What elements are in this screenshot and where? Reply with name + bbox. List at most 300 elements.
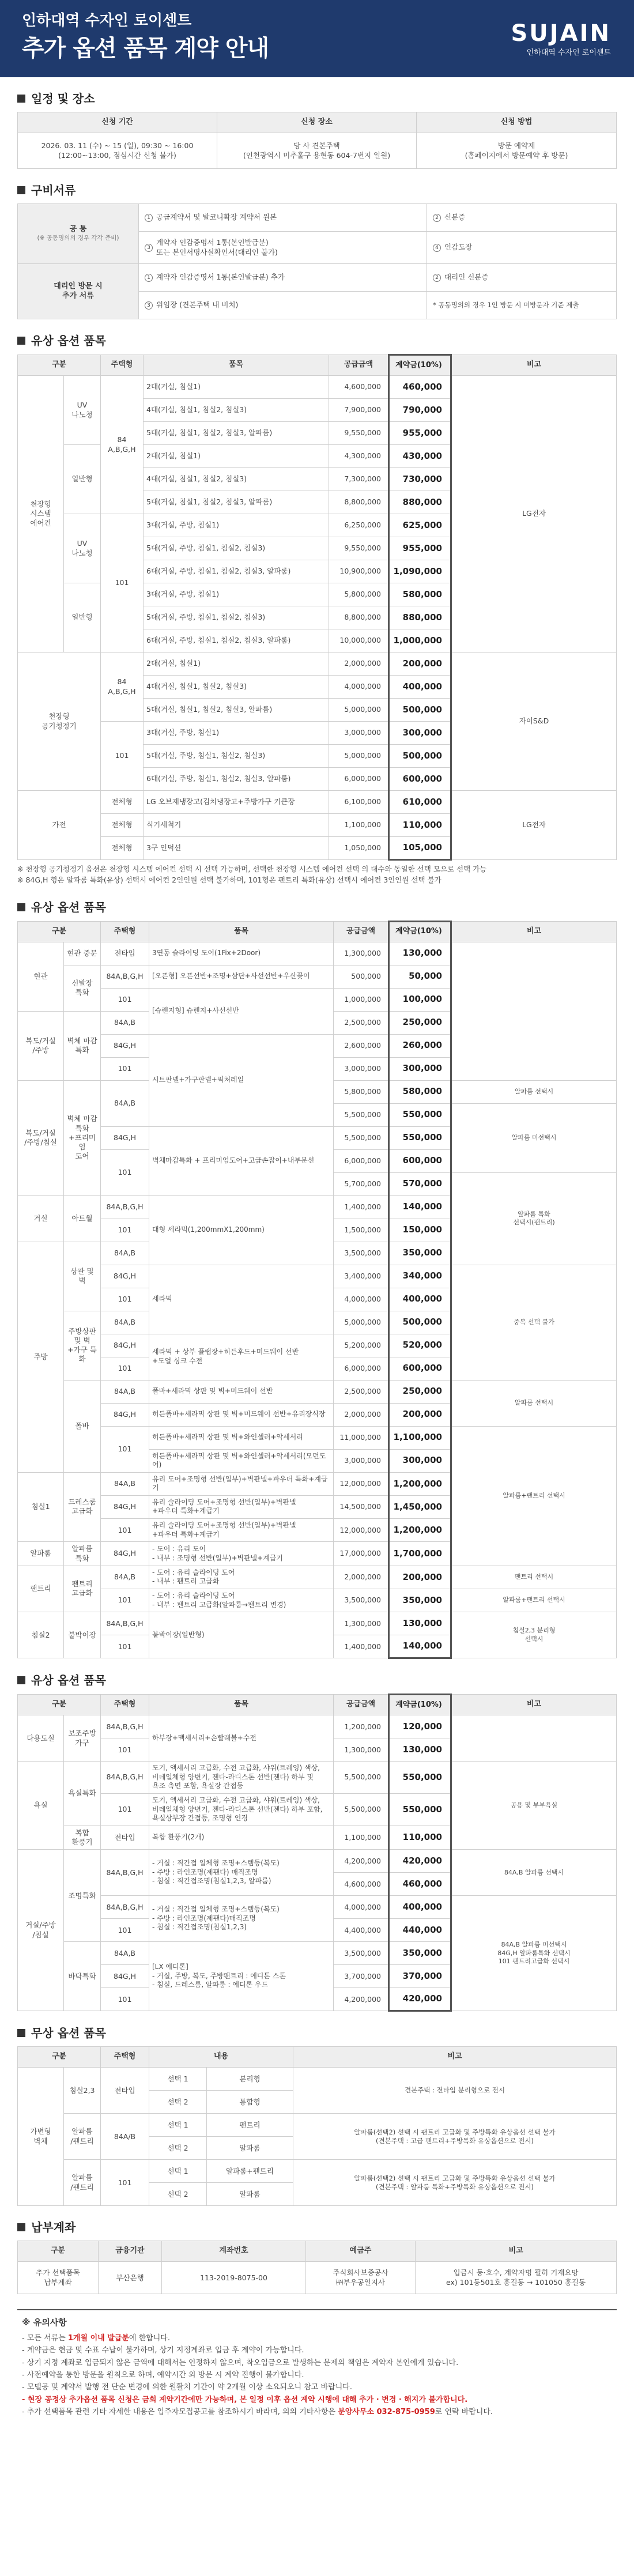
choice-cell: 선택 2 bbox=[149, 2183, 207, 2206]
number-2-icon: 2 bbox=[433, 274, 441, 282]
type-cell: 84A,B,G,H bbox=[101, 1762, 149, 1794]
table-row bbox=[18, 942, 617, 965]
square-bullet-icon bbox=[17, 337, 25, 345]
notice-text: - 모든 서류는 bbox=[22, 2333, 68, 2343]
header-cell: 비고 bbox=[451, 1695, 617, 1715]
deposit-cell: 250,000 bbox=[389, 1011, 451, 1034]
item-cell: [LX 에디톤] - 거실, 주방, 복도, 주방팬트리 : 에디톤 스톤 - 침실, 드레스룸, 알파룸 : 에디톤 우드 bbox=[149, 1942, 334, 2011]
choice-cell: 선택 1 bbox=[149, 2114, 207, 2137]
type-cell: 101 bbox=[101, 1426, 149, 1472]
item-cell: 3구 인덕션 bbox=[144, 837, 329, 860]
deposit-cell: 1,000,000 bbox=[389, 629, 451, 653]
item-cell: 5대(거실, 침실1, 침실2, 침실3, 알파룸) bbox=[144, 491, 329, 514]
square-bullet-icon bbox=[17, 2029, 25, 2037]
bank-remark: 입금시 동·호수, 계약자명 필히 기재요망 ex) 101동501호 홍길동 → 101050 홍길동 bbox=[416, 2262, 617, 2294]
item-cell: - 도어 : 유리 슬라이딩 도어 - 내부 : 팬트리 고급화 bbox=[149, 1566, 334, 1589]
deposit-cell: 200,000 bbox=[389, 653, 451, 676]
price-cell: 8,800,000 bbox=[329, 606, 389, 629]
deposit-cell: 420,000 bbox=[389, 1988, 451, 2011]
deposit-cell: 260,000 bbox=[389, 1034, 451, 1057]
item-cell: LG 오브제냉장고(김치냉장고+주방가구 키큰장 bbox=[144, 791, 329, 814]
category-cell: 거실/주방 /침실 bbox=[18, 1850, 64, 2011]
type-cell: 101 bbox=[101, 1589, 149, 1612]
type-cell: 84G,H bbox=[101, 1034, 149, 1057]
deposit-cell: 600,000 bbox=[389, 1149, 451, 1172]
deposit-cell: 600,000 bbox=[389, 768, 451, 791]
note-cell: LG전자 bbox=[451, 376, 617, 653]
price-cell: 3,000,000 bbox=[334, 1057, 389, 1080]
deposit-cell: 300,000 bbox=[389, 1057, 451, 1080]
category-cell: 주방 bbox=[18, 1242, 64, 1472]
header-cell: 비고 bbox=[451, 355, 617, 376]
price-cell: 4,000,000 bbox=[334, 1288, 389, 1311]
price-cell: 1,300,000 bbox=[334, 1612, 389, 1635]
category-cell: 다용도실 bbox=[18, 1715, 64, 1762]
item-cell: 히든폴바+세라믹 상판 및 벽+미드웨이 선반+유리장식장 bbox=[149, 1403, 334, 1426]
number-3-icon: 3 bbox=[145, 301, 153, 310]
price-cell: 1,400,000 bbox=[334, 1635, 389, 1658]
page-header bbox=[0, 0, 634, 77]
subcategory-cell: 폴바 bbox=[64, 1380, 101, 1472]
header-cell: 공급금액 bbox=[329, 355, 389, 376]
subcategory-cell: 일반형 bbox=[64, 583, 101, 653]
header-cell: 비고 bbox=[293, 2047, 617, 2068]
type-cell: 전타입 bbox=[101, 942, 149, 965]
doc-note: * 공동명의의 경우 1인 방문 시 미방문자 기준 제출 bbox=[427, 292, 617, 319]
price-cell: 5,000,000 bbox=[329, 745, 389, 768]
subcategory-cell: 복합 환풍기 bbox=[64, 1826, 101, 1850]
type-cell: 101 bbox=[101, 1635, 149, 1658]
doc-item: 3 위임장 (견본주택 내 비치) bbox=[139, 292, 427, 319]
price-cell: 2,000,000 bbox=[334, 1566, 389, 1589]
notice-line bbox=[22, 2344, 612, 2356]
item-cell: 유리 도어+조명형 선반(일부)+벽판넬+파우더 특화+계급기 bbox=[149, 1472, 334, 1495]
table-row bbox=[18, 1566, 617, 1589]
category-cell: 팬트리 bbox=[18, 1566, 64, 1612]
bank-table bbox=[17, 2241, 617, 2294]
paid-option-table-3 bbox=[17, 1694, 617, 2012]
item-cell: 3대(거실, 주방, 침실1) bbox=[144, 514, 329, 537]
deposit-cell: 625,000 bbox=[389, 514, 451, 537]
note-cell: 알파룸 미선택시 bbox=[451, 1103, 617, 1172]
deposit-cell: 300,000 bbox=[389, 1449, 451, 1472]
price-cell: 7,900,000 bbox=[329, 399, 389, 422]
notice-line bbox=[22, 2357, 612, 2369]
deposit-cell: 550,000 bbox=[389, 1762, 451, 1794]
note-cell: 84A,B 알파룸 선택시 bbox=[451, 1850, 617, 1896]
square-bullet-icon bbox=[17, 1676, 25, 1684]
free-option-table-body bbox=[18, 2068, 617, 2206]
subcategory-cell: 현관 중문 bbox=[64, 942, 101, 965]
type-cell: 101 bbox=[101, 988, 149, 1011]
section-title: 구비서류 bbox=[17, 183, 617, 198]
header-cell: 예금주 bbox=[306, 2241, 416, 2262]
free-option-table bbox=[17, 2046, 617, 2206]
deposit-cell: 1,100,000 bbox=[389, 1426, 451, 1449]
item-cell: 2대(거실, 침실1) bbox=[144, 445, 329, 468]
header-cell: 계좌번호 bbox=[162, 2241, 306, 2262]
type-cell: 84A,B,G,H bbox=[101, 1715, 149, 1738]
price-cell: 1,050,000 bbox=[329, 837, 389, 860]
deposit-cell: 550,000 bbox=[389, 1103, 451, 1126]
price-cell: 5,800,000 bbox=[334, 1080, 389, 1103]
period-cell: 2026. 03. 11 (수) ~ 15 (일), 09:30 ~ 16:00 (12:00~13:00, 점심시간 신청 불가) bbox=[18, 133, 217, 169]
paid-option-section-1 bbox=[0, 333, 634, 886]
price-cell: 1,100,000 bbox=[329, 814, 389, 837]
item-cell: 붙박이장(일반형) bbox=[149, 1612, 334, 1658]
docs-section bbox=[0, 183, 634, 319]
price-cell: 7,300,000 bbox=[329, 468, 389, 491]
type-cell: 84G,H bbox=[101, 1265, 149, 1288]
doc-item: 2 신분증 bbox=[427, 204, 617, 232]
price-cell: 2,000,000 bbox=[329, 653, 389, 676]
type-cell: 전체형 bbox=[101, 814, 144, 837]
bank-category: 추가 선택품목 납부계좌 bbox=[18, 2262, 99, 2294]
header-cell: 계약금(10%) bbox=[389, 921, 451, 942]
item-cell: 3대(거실, 주방, 침실1) bbox=[144, 722, 329, 745]
header-cell: 계약금(10%) bbox=[389, 1695, 451, 1715]
price-cell: 17,000,000 bbox=[334, 1542, 389, 1566]
subcategory-cell: 아트월 bbox=[64, 1195, 101, 1242]
table-row bbox=[18, 376, 617, 399]
docs-table bbox=[17, 203, 617, 319]
section-title: 일정 및 장소 bbox=[17, 91, 617, 106]
header-cell: 주택형 bbox=[101, 2047, 149, 2068]
deposit-cell: 110,000 bbox=[389, 814, 451, 837]
item-cell: 2대(거실, 침실1) bbox=[144, 653, 329, 676]
header-cell: 품목 bbox=[144, 355, 329, 376]
header-title: 추가 옵션 품목 계약 안내 bbox=[22, 35, 269, 62]
type-cell: 101 bbox=[101, 1057, 149, 1080]
category-cell: 가변형 벽체 bbox=[18, 2068, 64, 2206]
type-cell: 101 bbox=[101, 1288, 149, 1311]
choice-value-cell: 통합형 bbox=[207, 2091, 293, 2114]
type-cell: 84A,B bbox=[101, 1311, 149, 1334]
item-cell: 세라믹 + 상부 플랩장+히든후드+미드웨이 선반 +도얼 싱크 수전 bbox=[149, 1334, 334, 1380]
type-cell: 84G,H bbox=[101, 1495, 149, 1518]
price-cell: 5,500,000 bbox=[334, 1762, 389, 1794]
deposit-cell: 520,000 bbox=[389, 1334, 451, 1357]
free-option-section bbox=[0, 2026, 634, 2206]
type-cell: 84A,B,G,H bbox=[101, 1612, 149, 1635]
choice-cell: 선택 2 bbox=[149, 2137, 207, 2160]
paid-option-section-2 bbox=[0, 900, 634, 1659]
deposit-cell: 420,000 bbox=[389, 1850, 451, 1873]
category-cell: 거실 bbox=[18, 1195, 64, 1242]
price-cell: 4,000,000 bbox=[334, 1896, 389, 1919]
deposit-cell: 1,700,000 bbox=[389, 1542, 451, 1566]
choice-cell: 선택 1 bbox=[149, 2068, 207, 2091]
deposit-cell: 300,000 bbox=[389, 722, 451, 745]
type-cell: 84A,B bbox=[101, 1472, 149, 1495]
item-cell: 히든폴바+세라믹 상판 및 벽+와인셀러+악세서리 bbox=[149, 1426, 334, 1449]
notice-text: - 추가 선택품목 관련 기타 자세한 내용은 입주자모집공고를 참조하시기 바라며, 의의 기타사항은 bbox=[22, 2408, 338, 2417]
item-cell: 5대(거실, 주방, 침실1, 침실2, 침실3) bbox=[144, 745, 329, 768]
notice-line bbox=[22, 2381, 612, 2393]
header-cell: 구분 bbox=[18, 1695, 101, 1715]
header-cell: 신청 방법 bbox=[417, 112, 617, 133]
type-cell: 84A,B bbox=[101, 1566, 149, 1589]
doc-item: 2 대리인 신분증 bbox=[427, 264, 617, 292]
deposit-cell: 130,000 bbox=[389, 942, 451, 965]
item-cell: 6대(거실, 주방, 침실1, 침실2, 침실3, 알파룸) bbox=[144, 560, 329, 583]
note-cell: 중복 선택 불가 bbox=[451, 1265, 617, 1380]
deposit-cell: 1,200,000 bbox=[389, 1519, 451, 1542]
section-title: 납부계좌 bbox=[17, 2220, 617, 2235]
header-cell: 계약금(10%) bbox=[389, 355, 451, 376]
item-cell: 히든폴바+세라믹 상판 및 벽+와인셀러+악세서리(모던도어) bbox=[149, 1449, 334, 1472]
deposit-cell: 200,000 bbox=[389, 1566, 451, 1589]
deposit-cell: 600,000 bbox=[389, 1357, 451, 1380]
type-cell: 전타입 bbox=[101, 1826, 149, 1850]
deposit-cell: 790,000 bbox=[389, 399, 451, 422]
header-cell: 품목 bbox=[149, 921, 334, 942]
type-cell: 101 bbox=[101, 1219, 149, 1242]
bank-section bbox=[0, 2220, 634, 2294]
price-cell: 12,000,000 bbox=[334, 1472, 389, 1495]
price-cell: 1,400,000 bbox=[334, 1195, 389, 1219]
paid-option-table-1 bbox=[17, 354, 617, 861]
choice-value-cell: 알파룸 bbox=[207, 2183, 293, 2206]
type-cell: 84G,H bbox=[101, 1403, 149, 1426]
item-cell: 하부장+맥세서리+손빨래볼+수전 bbox=[149, 1715, 334, 1762]
subcategory-cell: 벽체 마감 특화 bbox=[64, 1011, 101, 1080]
price-cell: 1,200,000 bbox=[334, 1715, 389, 1738]
notice-text: - 사전예약을 통한 방문을 원칙으로 하며, 예약시간 외 방문 시 계약 진행이 불가합니다. bbox=[22, 2371, 304, 2379]
subcategory-cell: UV 나노청 bbox=[64, 514, 101, 583]
price-cell: 3,000,000 bbox=[329, 722, 389, 745]
category-cell: 침실2 bbox=[18, 1612, 64, 1658]
item-cell: - 거실 : 직간접 일체형 조명+스템등(복도) - 주방 : 라인조명(제팬다) 매직조명 - 침실 : 직간접조명(침실1,2,3, 알파룸) bbox=[149, 1850, 334, 1896]
price-cell: 5,500,000 bbox=[334, 1103, 389, 1126]
note-cell: 견본주택 : 전타입 분리형으로 전시 bbox=[293, 2068, 617, 2114]
table-row bbox=[18, 791, 617, 814]
price-cell: 5,800,000 bbox=[329, 583, 389, 606]
deposit-cell: 580,000 bbox=[389, 1080, 451, 1103]
item-cell: 5대(거실, 침실1, 침실2, 침실3, 알파룸) bbox=[144, 422, 329, 445]
type-cell: 84A,B bbox=[101, 1080, 149, 1126]
subcategory-cell: 신발장 특화 bbox=[64, 965, 101, 1011]
header-cell: 공급금액 bbox=[334, 1695, 389, 1715]
subcategory-cell: 보조주방 가구 bbox=[64, 1715, 101, 1762]
deposit-cell: 550,000 bbox=[389, 1793, 451, 1826]
price-cell: 4,400,000 bbox=[334, 1919, 389, 1942]
price-cell: 5,200,000 bbox=[334, 1334, 389, 1357]
subcategory-cell: 드레스룸 고급화 bbox=[64, 1472, 101, 1542]
deposit-cell: 580,000 bbox=[389, 583, 451, 606]
price-cell: 4,200,000 bbox=[334, 1988, 389, 2011]
item-cell: 3연동 슬라이딩 도어(1Fix+2Door) bbox=[149, 942, 334, 965]
item-cell: 대형 세라믹(1,200mmX1,200mm) bbox=[149, 1195, 334, 1265]
price-cell: 4,300,000 bbox=[329, 445, 389, 468]
note-cell: 팬트리 선택시 bbox=[451, 1566, 617, 1589]
subcategory-cell: 팬트리 고급화 bbox=[64, 1566, 101, 1612]
deposit-cell: 460,000 bbox=[389, 376, 451, 399]
item-cell: 세라믹 bbox=[149, 1265, 334, 1334]
item-cell: 2대(거실, 침실1) bbox=[144, 376, 329, 399]
note-cell: 알파룸 선택시 bbox=[451, 1080, 617, 1103]
header-cell: 내용 bbox=[149, 2047, 293, 2068]
section-title: 유상 옵션 품목 bbox=[17, 900, 617, 915]
notice-box bbox=[17, 2309, 617, 2426]
type-cell: 84 A,B,G,H bbox=[101, 376, 144, 514]
category-cell: 천장형 시스템 에어컨 bbox=[18, 376, 64, 653]
header-cell: 구분 bbox=[18, 355, 101, 376]
deposit-cell: 460,000 bbox=[389, 1873, 451, 1896]
subcategory-cell: 상판 및 벽 bbox=[64, 1242, 101, 1311]
deposit-cell: 105,000 bbox=[389, 837, 451, 860]
price-cell: 3,400,000 bbox=[334, 1265, 389, 1288]
schedule-table bbox=[17, 112, 617, 169]
price-cell: 6,000,000 bbox=[334, 1357, 389, 1380]
category-cell: 현관 bbox=[18, 942, 64, 1011]
price-cell: 4,200,000 bbox=[334, 1850, 389, 1873]
price-cell: 5,500,000 bbox=[334, 1793, 389, 1826]
subcategory-cell: 벽체 마감 특화 +프리미엄 도어 bbox=[64, 1080, 101, 1195]
square-bullet-icon bbox=[17, 95, 25, 103]
type-cell: 84A,B bbox=[101, 1942, 149, 1965]
header-cell: 비고 bbox=[451, 921, 617, 942]
section-title: 유상 옵션 품목 bbox=[17, 1673, 617, 1688]
notice-title: ※ 유의사항 bbox=[22, 2317, 67, 2328]
notice-highlight: 1개월 이내 발급분 bbox=[67, 2333, 129, 2343]
note-cell: 알파룸 선택시 bbox=[451, 1380, 617, 1426]
price-cell: 10,000,000 bbox=[329, 629, 389, 653]
paid-option-table-2 bbox=[17, 921, 617, 1659]
type-cell: 84A,B,G,H bbox=[101, 1896, 149, 1919]
doc-item: 1 공급계약서 및 발코니확장 계약서 원본 bbox=[139, 204, 427, 232]
table-row bbox=[18, 1715, 617, 1738]
type-cell: 101 bbox=[101, 1919, 149, 1942]
paid-option-table-1-body bbox=[18, 376, 617, 860]
category-cell: 복도/거실 /주방/침실 bbox=[18, 1080, 64, 1195]
deposit-cell: 1,090,000 bbox=[389, 560, 451, 583]
subcategory-cell: 욕실특화 bbox=[64, 1762, 101, 1826]
notice-highlight: 분양사무소 032-875-0959 bbox=[338, 2408, 435, 2417]
deposit-cell: 430,000 bbox=[389, 445, 451, 468]
type-cell: 전타입 bbox=[101, 2068, 149, 2114]
price-cell: 1,300,000 bbox=[334, 1738, 389, 1762]
header-cell: 금융기관 bbox=[99, 2241, 162, 2262]
item-cell: 식기세척기 bbox=[144, 814, 329, 837]
price-cell: 5,000,000 bbox=[329, 699, 389, 722]
price-cell: 2,600,000 bbox=[334, 1034, 389, 1057]
price-cell: 4,600,000 bbox=[334, 1873, 389, 1896]
category-cell: 알파룸 bbox=[18, 1542, 64, 1566]
price-cell: 1,500,000 bbox=[334, 1219, 389, 1242]
item-cell: 4대(거실, 침실1, 침실2, 침실3) bbox=[144, 468, 329, 491]
deposit-cell: 140,000 bbox=[389, 1195, 451, 1219]
type-cell: 101 bbox=[101, 1793, 149, 1826]
notice-highlight: - 현장 공정상 추가옵션 품목 신청은 금회 계약기간에만 가능하며, 본 일정 이후 옵션 계약 시행에 대해 추가 · 변경 · 해지가 불가합니다. bbox=[22, 2395, 468, 2404]
notice-text: - 모델공 및 계약서 발행 전 단순 변경에 의한 원활치 기간이 약 2개월 이상 소요되오니 참고 바랍니다. bbox=[22, 2383, 352, 2392]
table-row bbox=[18, 1762, 617, 1794]
price-cell: 5,700,000 bbox=[334, 1172, 389, 1195]
item-cell: 5대(거실, 침실1, 침실2, 침실3, 알파룸) bbox=[144, 699, 329, 722]
price-cell: 2,500,000 bbox=[334, 1011, 389, 1034]
choice-cell: 선택 1 bbox=[149, 2160, 207, 2183]
price-cell: 3,500,000 bbox=[334, 1589, 389, 1612]
brand-logo-sub: 인하대역 수자인 로이센트 bbox=[526, 48, 611, 57]
subcategory-cell: 알파룸 /팬트리 bbox=[64, 2114, 101, 2160]
price-cell: 3,500,000 bbox=[334, 1942, 389, 1965]
deposit-cell: 250,000 bbox=[389, 1380, 451, 1403]
page-bottom-spacer bbox=[0, 2426, 634, 2443]
deposit-cell: 120,000 bbox=[389, 1715, 451, 1738]
table-row bbox=[18, 1589, 617, 1612]
note-cell: 공용 및 부부욕실 bbox=[451, 1762, 617, 1850]
price-cell: 10,900,000 bbox=[329, 560, 389, 583]
deposit-cell: 1,450,000 bbox=[389, 1495, 451, 1518]
deposit-cell: 955,000 bbox=[389, 422, 451, 445]
price-cell: 3,000,000 bbox=[334, 1449, 389, 1472]
deposit-cell: 400,000 bbox=[389, 676, 451, 699]
category-cell: 가전 bbox=[18, 791, 101, 860]
square-bullet-icon bbox=[17, 2223, 25, 2231]
category-cell: 복도/거실 /주방 bbox=[18, 1011, 64, 1080]
notice-line bbox=[22, 2369, 612, 2381]
price-cell: 11,000,000 bbox=[334, 1426, 389, 1449]
note-cell: 자이S&D bbox=[451, 653, 617, 791]
header-cell: 주택형 bbox=[101, 921, 149, 942]
header-cell: 구분 bbox=[18, 2047, 101, 2068]
deposit-cell: 350,000 bbox=[389, 1942, 451, 1965]
price-cell: 500,000 bbox=[334, 965, 389, 988]
deposit-cell: 500,000 bbox=[389, 699, 451, 722]
price-cell: 2,000,000 bbox=[334, 1403, 389, 1426]
item-cell: 5대(거실, 주방, 침실1, 침실2, 침실3) bbox=[144, 606, 329, 629]
square-bullet-icon bbox=[17, 903, 25, 911]
choice-value-cell: 팬트리 bbox=[207, 2114, 293, 2137]
header-cell: 신청 장소 bbox=[217, 112, 417, 133]
number-4-icon: 4 bbox=[433, 244, 441, 252]
price-cell: 9,550,000 bbox=[329, 422, 389, 445]
doc-item: 1 계약자 인감증명서 1통(본인발급분) 추가 bbox=[139, 264, 427, 292]
note-cell: 알파룸 특화 선택시(팬트리) bbox=[451, 1172, 617, 1265]
type-cell: 101 bbox=[101, 2160, 149, 2206]
type-cell: 84G,H bbox=[101, 1965, 149, 1988]
schedule-section bbox=[0, 91, 634, 169]
table-row bbox=[18, 1265, 617, 1288]
item-cell: 시트판넬+가구판넬+픽처레일 bbox=[149, 1034, 334, 1126]
deposit-cell: 100,000 bbox=[389, 988, 451, 1011]
price-cell: 6,100,000 bbox=[329, 791, 389, 814]
deposit-cell: 150,000 bbox=[389, 1219, 451, 1242]
note-cell: 84A,B 알파룸 미선택시 84G,H 알파룸특화 선택시 101 팬트리고급화 선택시 bbox=[451, 1896, 617, 2011]
paid-option-table-3-body bbox=[18, 1715, 617, 2011]
type-cell: 101 bbox=[101, 1357, 149, 1380]
paid-option-section-3 bbox=[0, 1673, 634, 2012]
choice-value-cell: 알파룸+팬트리 bbox=[207, 2160, 293, 2183]
table-row bbox=[18, 1850, 617, 1873]
subcategory-cell: 일반형 bbox=[64, 445, 101, 514]
category-cell: 욕실 bbox=[18, 1762, 64, 1850]
price-cell: 14,500,000 bbox=[334, 1495, 389, 1518]
deposit-cell: 1,200,000 bbox=[389, 1472, 451, 1495]
type-cell: 101 bbox=[101, 1149, 149, 1195]
type-cell: 84A,B,G,H bbox=[101, 1195, 149, 1219]
deposit-cell: 550,000 bbox=[389, 1126, 451, 1149]
item-cell: [오픈형] 오픈선반+조명+삼단+사선선반+우산꽂이 bbox=[149, 965, 334, 988]
subcategory-cell: 붙박이장 bbox=[64, 1612, 101, 1658]
item-cell: 6대(거실, 주방, 침실1, 침실2, 침실3, 알파룸) bbox=[144, 768, 329, 791]
price-cell: 9,550,000 bbox=[329, 537, 389, 560]
number-1-icon: 1 bbox=[145, 214, 153, 222]
deposit-cell: 370,000 bbox=[389, 1965, 451, 1988]
type-cell: 84A/B bbox=[101, 2114, 149, 2160]
bank-account: 113-2019-8075-00 bbox=[162, 2262, 306, 2294]
price-cell: 5,000,000 bbox=[334, 1311, 389, 1334]
